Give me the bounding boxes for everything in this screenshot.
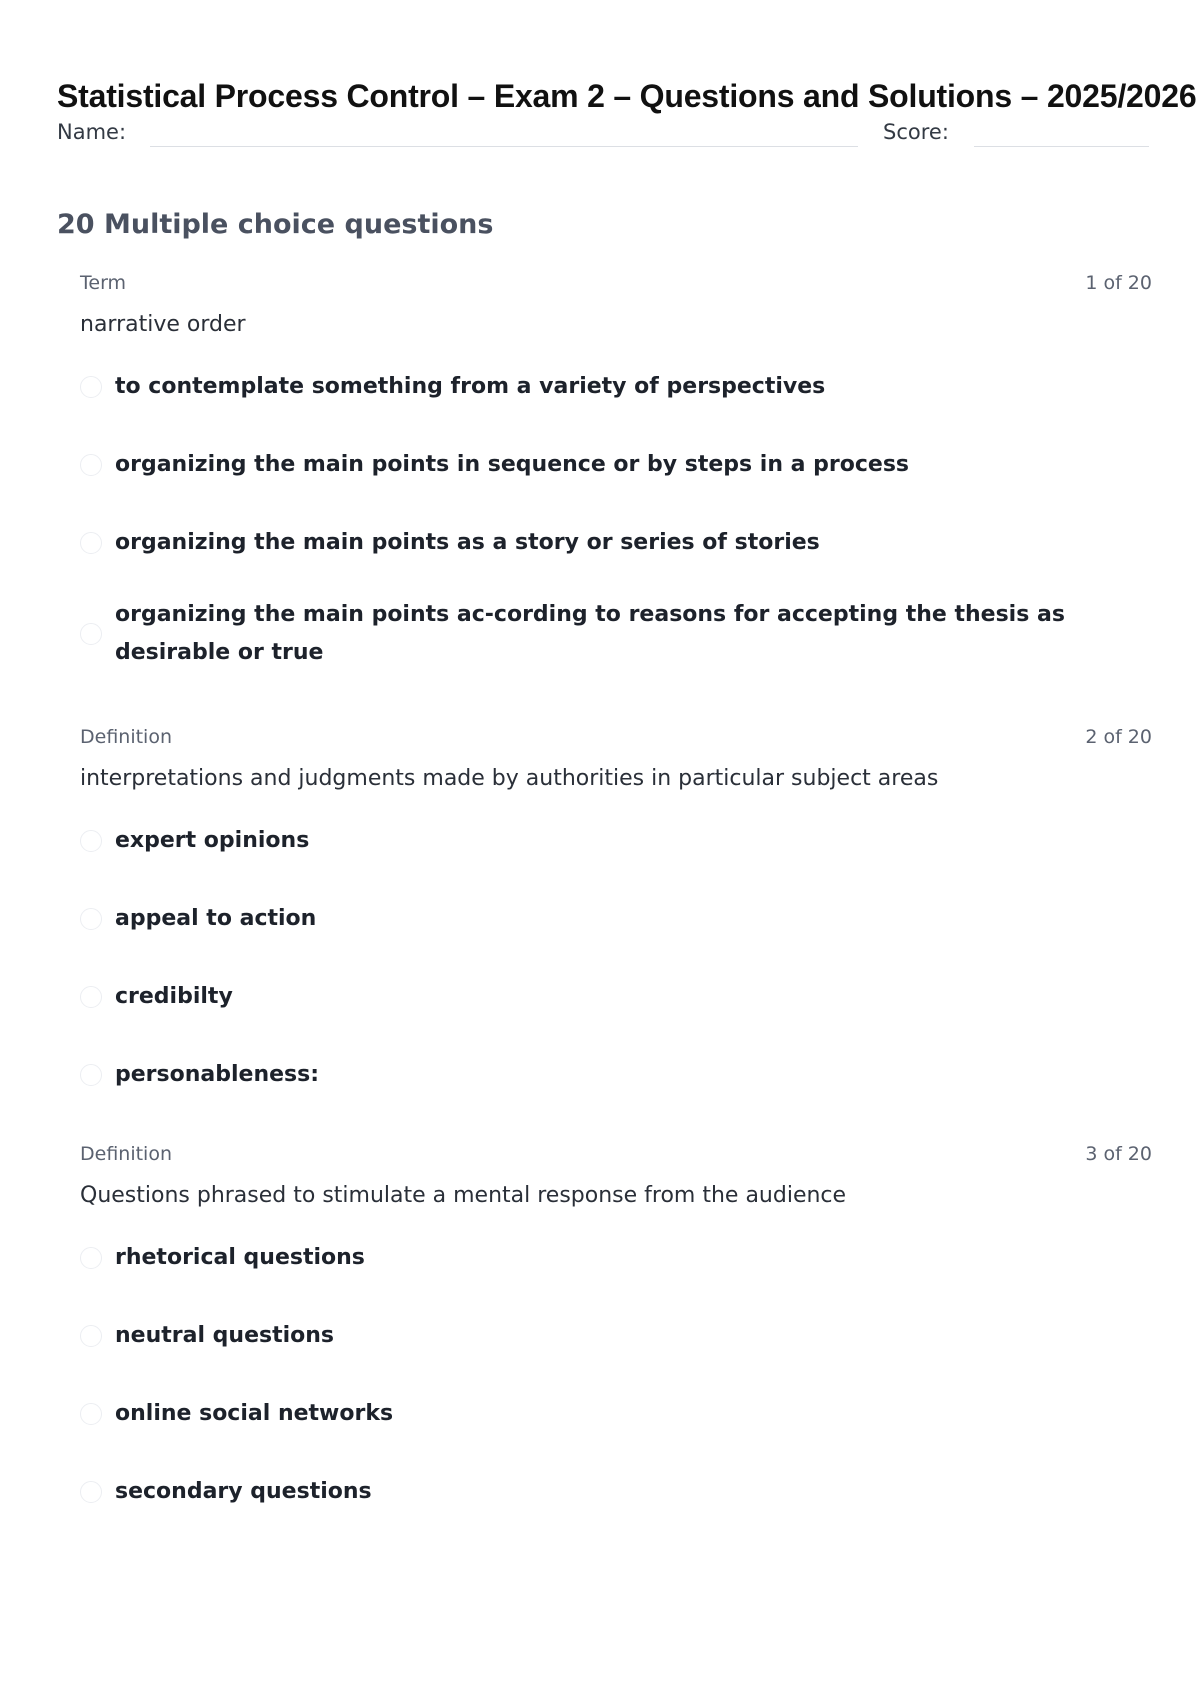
question-counter: 2 of 20 [1085, 726, 1152, 748]
radio-button-icon[interactable] [80, 532, 102, 554]
answer-option[interactable] [80, 596, 1152, 672]
answer-option[interactable] [80, 440, 1152, 490]
answer-option[interactable] [80, 972, 1152, 1022]
question-type-label: Term [80, 272, 127, 294]
answer-option[interactable] [80, 1467, 1152, 1517]
answer-option[interactable] [80, 894, 1152, 944]
radio-button-icon[interactable] [80, 1247, 102, 1269]
question-type-label: Definition [80, 726, 173, 748]
radio-button-icon[interactable] [80, 623, 102, 645]
question-card-2 [80, 724, 1152, 1128]
answer-option[interactable] [80, 518, 1152, 568]
answer-option[interactable] [80, 816, 1152, 866]
name-score-row [57, 118, 1157, 152]
radio-button-icon[interactable] [80, 986, 102, 1008]
radio-button-icon[interactable] [80, 376, 102, 398]
radio-button-icon[interactable] [80, 1325, 102, 1347]
radio-button-icon[interactable] [80, 454, 102, 476]
question-prompt: Questions phrased to stimulate a mental response from the audience [80, 1183, 847, 1208]
answer-options [80, 362, 1152, 672]
answer-option[interactable] [80, 1311, 1152, 1361]
answer-option[interactable] [80, 1389, 1152, 1439]
radio-button-icon[interactable] [80, 1481, 102, 1503]
answer-option-label: online social networks [115, 1401, 394, 1426]
document-title: Statistical Process Control – Exam 2 – Questions and Solutions – 2025/2026 [57, 78, 1197, 114]
name-field[interactable] [150, 146, 858, 147]
radio-button-icon[interactable] [80, 1403, 102, 1425]
answer-option-label: to contemplate something from a variety of perspectives [115, 374, 826, 399]
radio-button-icon[interactable] [80, 830, 102, 852]
question-counter: 3 of 20 [1085, 1143, 1152, 1165]
answer-option[interactable] [80, 1050, 1152, 1100]
answer-option-label: organizing the main points ac-cording to reasons for accepting the thesis as desirable or true [115, 602, 1065, 665]
answer-option-label: organizing the main points in sequence or by steps in a process [115, 452, 910, 477]
question-counter: 1 of 20 [1085, 272, 1152, 294]
answer-option-label: expert opinions [115, 828, 310, 853]
answer-option-label: credibilty [115, 984, 233, 1009]
answer-option-label: appeal to action [115, 906, 317, 931]
answer-option[interactable] [80, 1233, 1152, 1283]
question-prompt: interpretations and judgments made by authorities in particular subject areas [80, 766, 939, 791]
question-prompt: narrative order [80, 312, 246, 337]
question-card-1 [80, 270, 1152, 700]
score-field[interactable] [974, 146, 1149, 147]
radio-button-icon[interactable] [80, 908, 102, 930]
answer-option-label: neutral questions [115, 1323, 335, 1348]
question-card-3 [80, 1141, 1152, 1545]
answer-option-label: organizing the main points as a story or series of stories [115, 530, 820, 555]
score-label: Score: [883, 120, 949, 144]
question-type-label: Definition [80, 1143, 173, 1165]
name-label: Name: [57, 120, 127, 144]
answer-option[interactable] [80, 362, 1152, 412]
answer-options [80, 1233, 1152, 1517]
section-heading: 20 Multiple choice questions [57, 209, 494, 240]
answer-option-label: rhetorical questions [115, 1245, 365, 1270]
question-meta [80, 724, 1152, 754]
radio-button-icon[interactable] [80, 1064, 102, 1086]
answer-option-label: secondary questions [115, 1479, 372, 1504]
question-meta [80, 1141, 1152, 1171]
question-meta [80, 270, 1152, 300]
answer-options [80, 816, 1152, 1100]
answer-option-label: personableness: [115, 1062, 320, 1087]
